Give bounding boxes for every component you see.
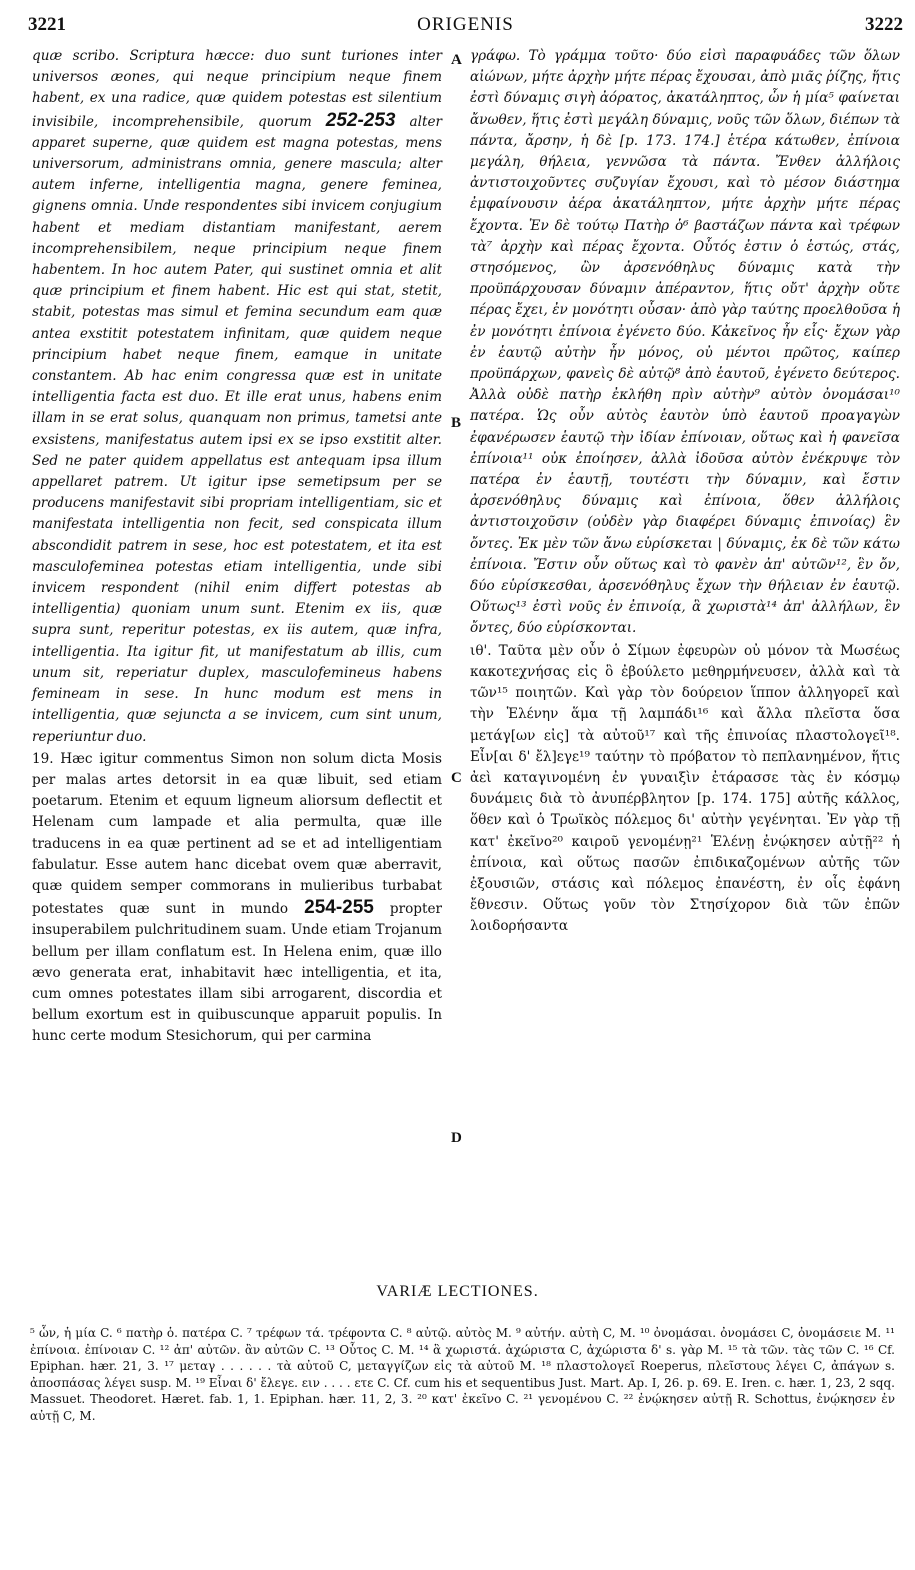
latin-column <box>32 46 442 1048</box>
variae-lectiones-text: ⁵ ὧν, ἡ μία C. ⁶ πατὴρ ὁ. πατέρα C. ⁷ τρέφων τά. τρέφοντα C. ⁸ αὐτῷ. αὐτὸς M. ⁹ αὐτήν. αὐτὴ C, M. ¹⁰ ὀνομάσαι. ὀνομάσει C, ὀνομάσειε M. ¹¹ ἐπίνοια. ἐπίνοιαν C. ¹² ἀπ' αὐτῶν. ἂν αὐτῶν C. ¹³ Οὗτος C. M. ¹⁴ ἃ χωριστά. ἀχώριστα C, ἀχώριστα δ' s. γὰρ M. ¹⁵ τὰ τῶν. τὰς τῶν C. ¹⁶ Cf. Epiphan. hær. 21, 3. ¹⁷ μεταγ . . . . . . τὰ αὐτοῦ C, μεταγγίζων εἰς τὰ αὐτοῦ M. ¹⁸ πλαστολογεῖ Roeperus, πλεῖστους λέγει C, ἀπάγων s. ἀποσπάσας λέγει susp. M. ¹⁹ Εἶναι δ' ἔλεγε. ειν . . . . ετε C. Cf. cum his et sequentibus Just. Mart. Ap. I, 26. p. 69. E. Iren. c. hær. 1, 23, 2 sqq. Massuet. Theodoret. Hæret. fab. 1, 1. Epiphan. hær. 11, 2, 3. ²⁰ κατ' ἐκεῖνο C. ²¹ γενομένου C. ²² ἐνῴκησεν αὐτῇ R. Schottus, ἐνῴκησεν ἐν αὐτῇ C, M. <box>30 1326 895 1423</box>
latin-text-2b: propter insuperabilem pulchritudinem suam. Unde etiam Trojanum bellum per illam conflatum est. In Helena enim, quæ illo ævo generata erat, inhabitavit hæc intelligentia, et ita, cum omnes potestates illam sibi arrogarent, discordia et bellum exortum est in quibuscunque apparuit populis. In hunc certe modum Stesichorum, qui per carmina <box>32 901 442 1045</box>
column-number-right: 3222 <box>865 14 903 35</box>
latin-paragraph-2 <box>32 749 442 1048</box>
margin-letter-d: D <box>451 1130 462 1146</box>
migne-page-number: 252-253 <box>325 109 396 131</box>
greek-paragraph-2: ιθ'. Ταῦτα μὲν οὖν ὁ Σίμων ἐφευρὼν οὐ μόνον τὰ Μωσέως κακοτεχνήσας εἰς ὃ ἐβούλετο μεθηρμήνευσεν, ἀλλὰ καὶ τὰ τῶν¹⁵ ποιητῶν. Καὶ γὰρ τὸν δούρειον ἵππον ἀλληγορεῖ καὶ τὴν Ἑλένην ἅμα τῇ λαμπάδι¹⁶ καὶ ἄλλα πλεῖστα ὅσα μετάγ[ων εἰς] τὰ αὐτοῦ¹⁷ καὶ τῆς ἐπινοίας πλαστολογεῖ¹⁸. Εἶν[αι δ' ἔλ]εγε¹⁹ ταύτην τὸ πρόβατον τὸ πεπλανημένον, ἥτις ἀεὶ καταγινομένη ἐν γυναιξὶν ἐτάρασσε τὰς ἐν κόσμῳ δυνάμεις διὰ τὸ ἀνυπέρβλητον [p. 174. 175] αὐτῆς κάλλος, ὅθεν καὶ ὁ Τρωϊκὸς πόλεμος δι' αὐτὴν γεγένηται. Ἐν γὰρ τῇ κατ' ἐκεῖνο²⁰ καιροῦ γενομένῃ²¹ Ἑλένῃ ἐνῴκησεν αὐτῇ²² ἡ ἐπίνοια, καὶ οὕτως πασῶν ἐπιδικαζομένων αὐτῆς τῶν ἐξουσιῶν, στάσις καὶ πόλεμος ἐπανέστη, ἐν οἷς ἐφάνη ἔθνεσιν. Οὕτως γοῦν τὸν Στησίχορον διὰ τῶν ἐπῶν λοιδορήσαντα <box>470 642 900 935</box>
latin-paragraph-1 <box>32 46 442 748</box>
column-number-left: 3221 <box>28 14 66 35</box>
margin-letter-c: C <box>451 770 462 786</box>
margin-letter-b: B <box>451 415 462 431</box>
migne-page-number: 254-255 <box>304 897 374 919</box>
running-title: ORIGENIS <box>417 14 514 35</box>
latin-text-1a: quæ scribo. Scriptura hæcce: duo sunt turiones inter universos æones, qui neque principium neque finem habent, ex una radice, quæ quidem potestas est silentium invisibile, incomprehensibile, quorum <box>32 48 442 130</box>
latin-text-1b: alter apparet superne, quæ quidem est magna potestas, mens universorum, administrans omnia, genere mascula; alter autem inferne, intelligentia magna, genere feminea, gignens omnia. Unde respondentes sibi invicem conjugium habent et mediam distantiam manifestant, aerem incomprehensibilem, neque principium neque finem habentem. In hoc autem Pater, qui sustinet omnia et alit quæ principium et finem habent. Hic est qui stat, stetit, stabit, potestas mas simul et femina secundum eam quæ antea exstitit potestatem infinitam, quæ quidem neque principium habet neque finem, eamque in unitate constantem. Ab hac enim congressa quæ est in unitate intelligentia facta est duo. Et ille erat unus, habens enim illam in se erat solus, quanquam non primus, tametsi ante exsistens, manifestatus autem ipsi ex se ipso exstitit alter. Sed ne pater quidem appellatus est antequam ipsa illum appellaret patrem. Ut igitur ipse semetipsum per se producens manifestavit sibi propriam intelligentiam, sic et manifestata intelligentia non fecit, sed conspicata illum abscondidit patrem in sese, hoc est potestatem, et ita est masculofeminea potestas etiam intelligentia, unde sibi invicem respondent (nihil enim differt potestas ab intelligentia) quoniam unum sunt. Etenim ex iis, quæ supra sunt, reperitur potestas, ex iis autem, quæ infra, intelligentia. Ita igitur fit, ut manifestatum ab illis, cum unum sit, reperiatur duplex, masculofemineus habens femineam in sese. In hunc modum est mens in intelligentia, quæ sejuncta a se invicem, cum sint unum, reperiuntur duo. <box>32 113 442 745</box>
greek-paragraph-1: γράφω. Τὸ γράμμα τοῦτο· δύο εἰσὶ παραφυάδες τῶν ὅλων αἰώνων, μήτε ἀρχὴν μήτε πέρας ἔχουσαι, ἀπὸ μιᾶς ῥίζης, ἥτις ἐστὶ δύναμις σιγὴ ἀόρατος, ἀκατάληπτος, ὧν ἡ μία⁵ φαίνεται ἄνωθεν, ἥτις ἐστὶ μεγάλη δύναμις, νοῦς τῶν ὅλων, διέπων τὰ πάντα, ἄρσην, ἡ δὲ [p. 173. 174.] ἑτέρα κάτωθεν, ἐπίνοια μεγάλη, θήλεια, γεννῶσα τὰ πάντα. Ἔνθεν ἀλλήλοις ἀντιστοιχοῦντες συζυγίαν ἔχουσι, καὶ τὸ μέσον διάστημα ἐμφαίνουσιν ἀέρα ἀκατάληπτον, μήτε ἀρχὴν μήτε πέρας ἔχοντα. Ἐν δὲ τούτῳ Πατὴρ ὁ⁶ βαστάζων πάντα καὶ τρέφων τὰ⁷ ἀρχὴν καὶ πέρας ἔχοντα. Οὗτός ἐστιν ὁ ἑστώς, στάς, στησόμενος, ὢν ἀρσενόθηλυς δύναμις κατὰ τὴν προϋπάρχουσαν δύναμιν ἀπέραντον, ἥτις οὔτ' ἀρχὴν οὔτε πέρας ἔχει, ἐν μονότητι οὖσαν· ἀπὸ γὰρ ταύτης προελθοῦσα ἡ ἐν μονότητι ἐπίνοια ἐγένετο δύο. Κἀκεῖνος ἦν εἷς· ἔχων γὰρ ἐν ἑαυτῷ αὐτὴν ἦν μόνος, οὐ μέντοι πρῶτος, καίπερ προϋπάρχων, φανεὶς δὲ αὐτῷ⁸ ἀπὸ ἑαυτοῦ, ἐγένετο δεύτερος. Ἀλλὰ οὐδὲ πατὴρ ἐκλήθη πρὶν αὐτὴν⁹ αὐτὸν ὀνομάσαι¹⁰ πατέρα. Ὡς οὖν αὐτὸς ἑαυτὸν ὑπὸ ἑαυτοῦ προαγαγὼν ἐφανέρωσεν ἑαυτῷ τὴν ἰδίαν ἐπίνοιαν, οὕτως καὶ ἡ φανεῖσα ἐπίνοια¹¹ οὐκ ἐποίησεν, ἀλλὰ ἰδοῦσα αὐτὸν ἐνέκρυψε τὸν πατέρα ἐν ἑαυτῇ, τουτέστι τὴν δύναμιν, καὶ ἔστιν ἀρσενόθηλυς δύναμις καὶ ἐπίνοια, ὅθεν ἀλλήλοις ἀντιστοιχοῦσιν (οὐδὲν γὰρ διαφέρει δύναμις ἐπινοίας) ἓν ὄντες. Ἐκ μὲν τῶν ἄνω εὑρίσκεται | δύναμις, ἐκ δὲ τῶν κάτω ἐπίνοια. Ἔστιν οὖν οὕτως καὶ τὸ φανὲν ἀπ' αὐτῶν¹², ἓν ὄν, δύο εὑρίσκεσθαι, ἀρσενόθηλυς ἔχων τὴν θήλειαν ἐν ἑαυτῷ. Οὕτως¹³ ἐστὶ νοῦς ἐν ἐπινοίᾳ, ἃ χωριστὰ¹⁴ ἀπ' ἀλλήλων, ἓν ὄντες, δύο εὑρίσκονται. <box>470 48 900 637</box>
greek-column <box>470 46 900 938</box>
variae-lectiones-heading: VARIÆ LECTIONES. <box>376 1283 539 1300</box>
variae-lectiones-notes <box>30 1325 895 1425</box>
latin-text-2a: 19. Hæc igitur commentus Simon non solum dicta Mosis per malas artes detorsit in ea quæ libuit, sed etiam poetarum. Etenim et equum ligneum aliorsum deflectit et Helenam cum lampade et alia permulta, quæ ille traducens in ea quæ pertinent ad se et ad intelligentiam fabulatur. Esse autem hanc dicebat ovem quæ aberravit, quæ quidem semper commorans in mulieribus turbabat potestates quæ sunt in mundo <box>32 750 442 918</box>
margin-letter-a: A <box>451 52 462 68</box>
running-header <box>28 14 903 40</box>
